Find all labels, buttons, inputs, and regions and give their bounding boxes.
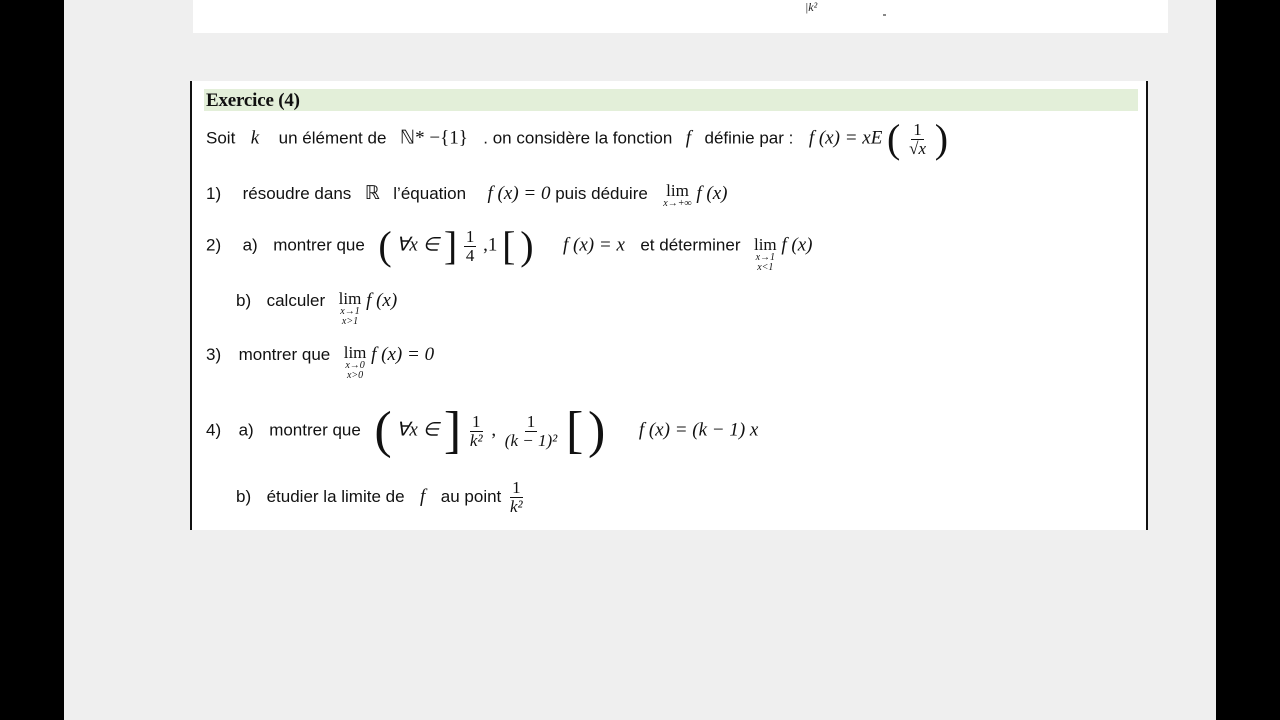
- q2b-lim-sub1: x→1: [340, 306, 360, 317]
- q1-lim-op: lim: [666, 181, 689, 200]
- intro-definition: f (x) = xE: [808, 127, 883, 149]
- q1-equation-label: l’équation: [393, 184, 467, 203]
- q1-text: résoudre dans: [242, 184, 352, 203]
- q2a-interval-end: ,1: [483, 234, 498, 256]
- intro-k: k: [250, 127, 260, 149]
- q1-then: puis déduire: [555, 184, 648, 203]
- q2b-text: calculer: [266, 291, 326, 310]
- q4a-bracket-open: ]: [443, 402, 462, 459]
- paren-close: ): [934, 116, 949, 161]
- question-4b: [236, 479, 527, 516]
- question-1: [206, 182, 727, 209]
- exercise-header: [204, 89, 1138, 111]
- q4a-f1-den: k²: [469, 430, 483, 450]
- q2a-conclusion: f (x) = x: [563, 234, 625, 256]
- q4b-part: b): [236, 486, 252, 506]
- q4b-f: f: [420, 485, 426, 507]
- q4a-fraction-2: [503, 413, 559, 450]
- q4a-conclusion: f (x) = (k − 1) x: [638, 419, 759, 441]
- q2a-bracket-open: ]: [443, 223, 458, 268]
- intro-frac-num: 1: [913, 119, 922, 139]
- q3-lim-sub2: x>0: [346, 370, 364, 381]
- q1-lim-sub: x→+∞: [663, 198, 692, 209]
- q2a-lim-expr: f (x): [781, 234, 813, 256]
- q2a-paren-close: ): [520, 223, 534, 268]
- q2b-limit: [339, 290, 362, 327]
- exercise-title: Exercice (4): [206, 90, 300, 111]
- q4a-f2-num: 1: [526, 411, 536, 431]
- q3-lim-op: lim: [343, 343, 367, 362]
- q1-limit: [663, 182, 691, 209]
- intro-consider: . on considère la fonction: [483, 128, 673, 148]
- q1-number: 1): [206, 184, 222, 203]
- q2a-limit: [754, 236, 777, 273]
- intro-f: f: [685, 127, 692, 149]
- q2a-lim-sub2: x<1: [757, 262, 774, 273]
- q4b-point-num: 1: [512, 478, 521, 497]
- q4b-at-point: au point: [440, 486, 502, 506]
- q4a-forall: ∀x ∈: [396, 419, 440, 441]
- document-viewport: [64, 0, 1216, 720]
- q3-number: 3): [206, 345, 222, 364]
- q2a-text: montrer que: [273, 235, 365, 255]
- q1-lim-expr: f (x): [696, 183, 728, 204]
- q4a-f1-num: 1: [472, 411, 481, 431]
- q2b-lim-op: lim: [338, 289, 362, 308]
- q1-real-set: ℝ: [364, 183, 380, 204]
- question-2b: [236, 290, 397, 327]
- q3-text: montrer que: [238, 345, 331, 364]
- q3-limit: [344, 344, 367, 381]
- q3-lim-sub1: x→0: [345, 360, 365, 371]
- q2a-forall: ∀x ∈: [396, 234, 440, 256]
- q4a-paren-open: (: [374, 402, 392, 459]
- q2a-bracket-close: [: [502, 223, 516, 268]
- exercise-page: [190, 81, 1148, 530]
- intro-soit: Soit: [206, 128, 236, 148]
- q4a-fraction-1: [468, 413, 485, 450]
- paren-open: (: [887, 116, 901, 161]
- q3-lim-expr: f (x) = 0: [371, 344, 435, 365]
- q2a-interval-fraction: [464, 228, 477, 265]
- q1-equation: f (x) = 0: [487, 183, 551, 204]
- q4-number: 4): [206, 420, 222, 440]
- intro-definie: définie par :: [704, 128, 794, 148]
- q4a-text: montrer que: [269, 420, 361, 440]
- q4a-bracket-close: [: [565, 402, 584, 459]
- intro-line: [206, 116, 949, 161]
- previous-page-text: |k²: [805, 0, 818, 14]
- q2b-lim-expr: f (x): [366, 290, 398, 311]
- question-2a: [206, 223, 813, 273]
- q4a-comma: ,: [491, 419, 497, 441]
- q2a-and-text: et déterminer: [640, 235, 741, 255]
- q2-number: 2): [206, 235, 222, 255]
- q4b-text: étudier la limite de: [266, 486, 405, 506]
- q2a-paren-open: (: [378, 223, 392, 268]
- question-4a: [206, 402, 759, 459]
- q4a-paren-close: ): [588, 402, 606, 459]
- previous-page-mark: [883, 14, 886, 16]
- q2b-lim-sub2: x>1: [341, 316, 359, 327]
- intro-frac-den: √x: [909, 138, 926, 158]
- q2a-lim-sub1: x→1: [755, 252, 776, 263]
- q4a-part: a): [238, 420, 254, 440]
- q2a-frac-den: 4: [465, 245, 475, 265]
- intro-fraction: [907, 121, 928, 158]
- question-3: [206, 344, 434, 381]
- intro-set: ℕ* −{1}: [399, 127, 468, 149]
- previous-page-fragment: [193, 0, 1168, 33]
- q2a-lim-op: lim: [753, 235, 777, 254]
- q2a-frac-num: 1: [465, 226, 475, 246]
- intro-un-element: un élément de: [278, 128, 387, 148]
- q4b-point-fraction: [508, 479, 525, 516]
- q4a-f2-den: (k − 1)²: [504, 430, 558, 450]
- q2b-part: b): [236, 291, 252, 310]
- q2a-part: a): [242, 235, 258, 255]
- q4b-point-den: k²: [510, 496, 523, 516]
